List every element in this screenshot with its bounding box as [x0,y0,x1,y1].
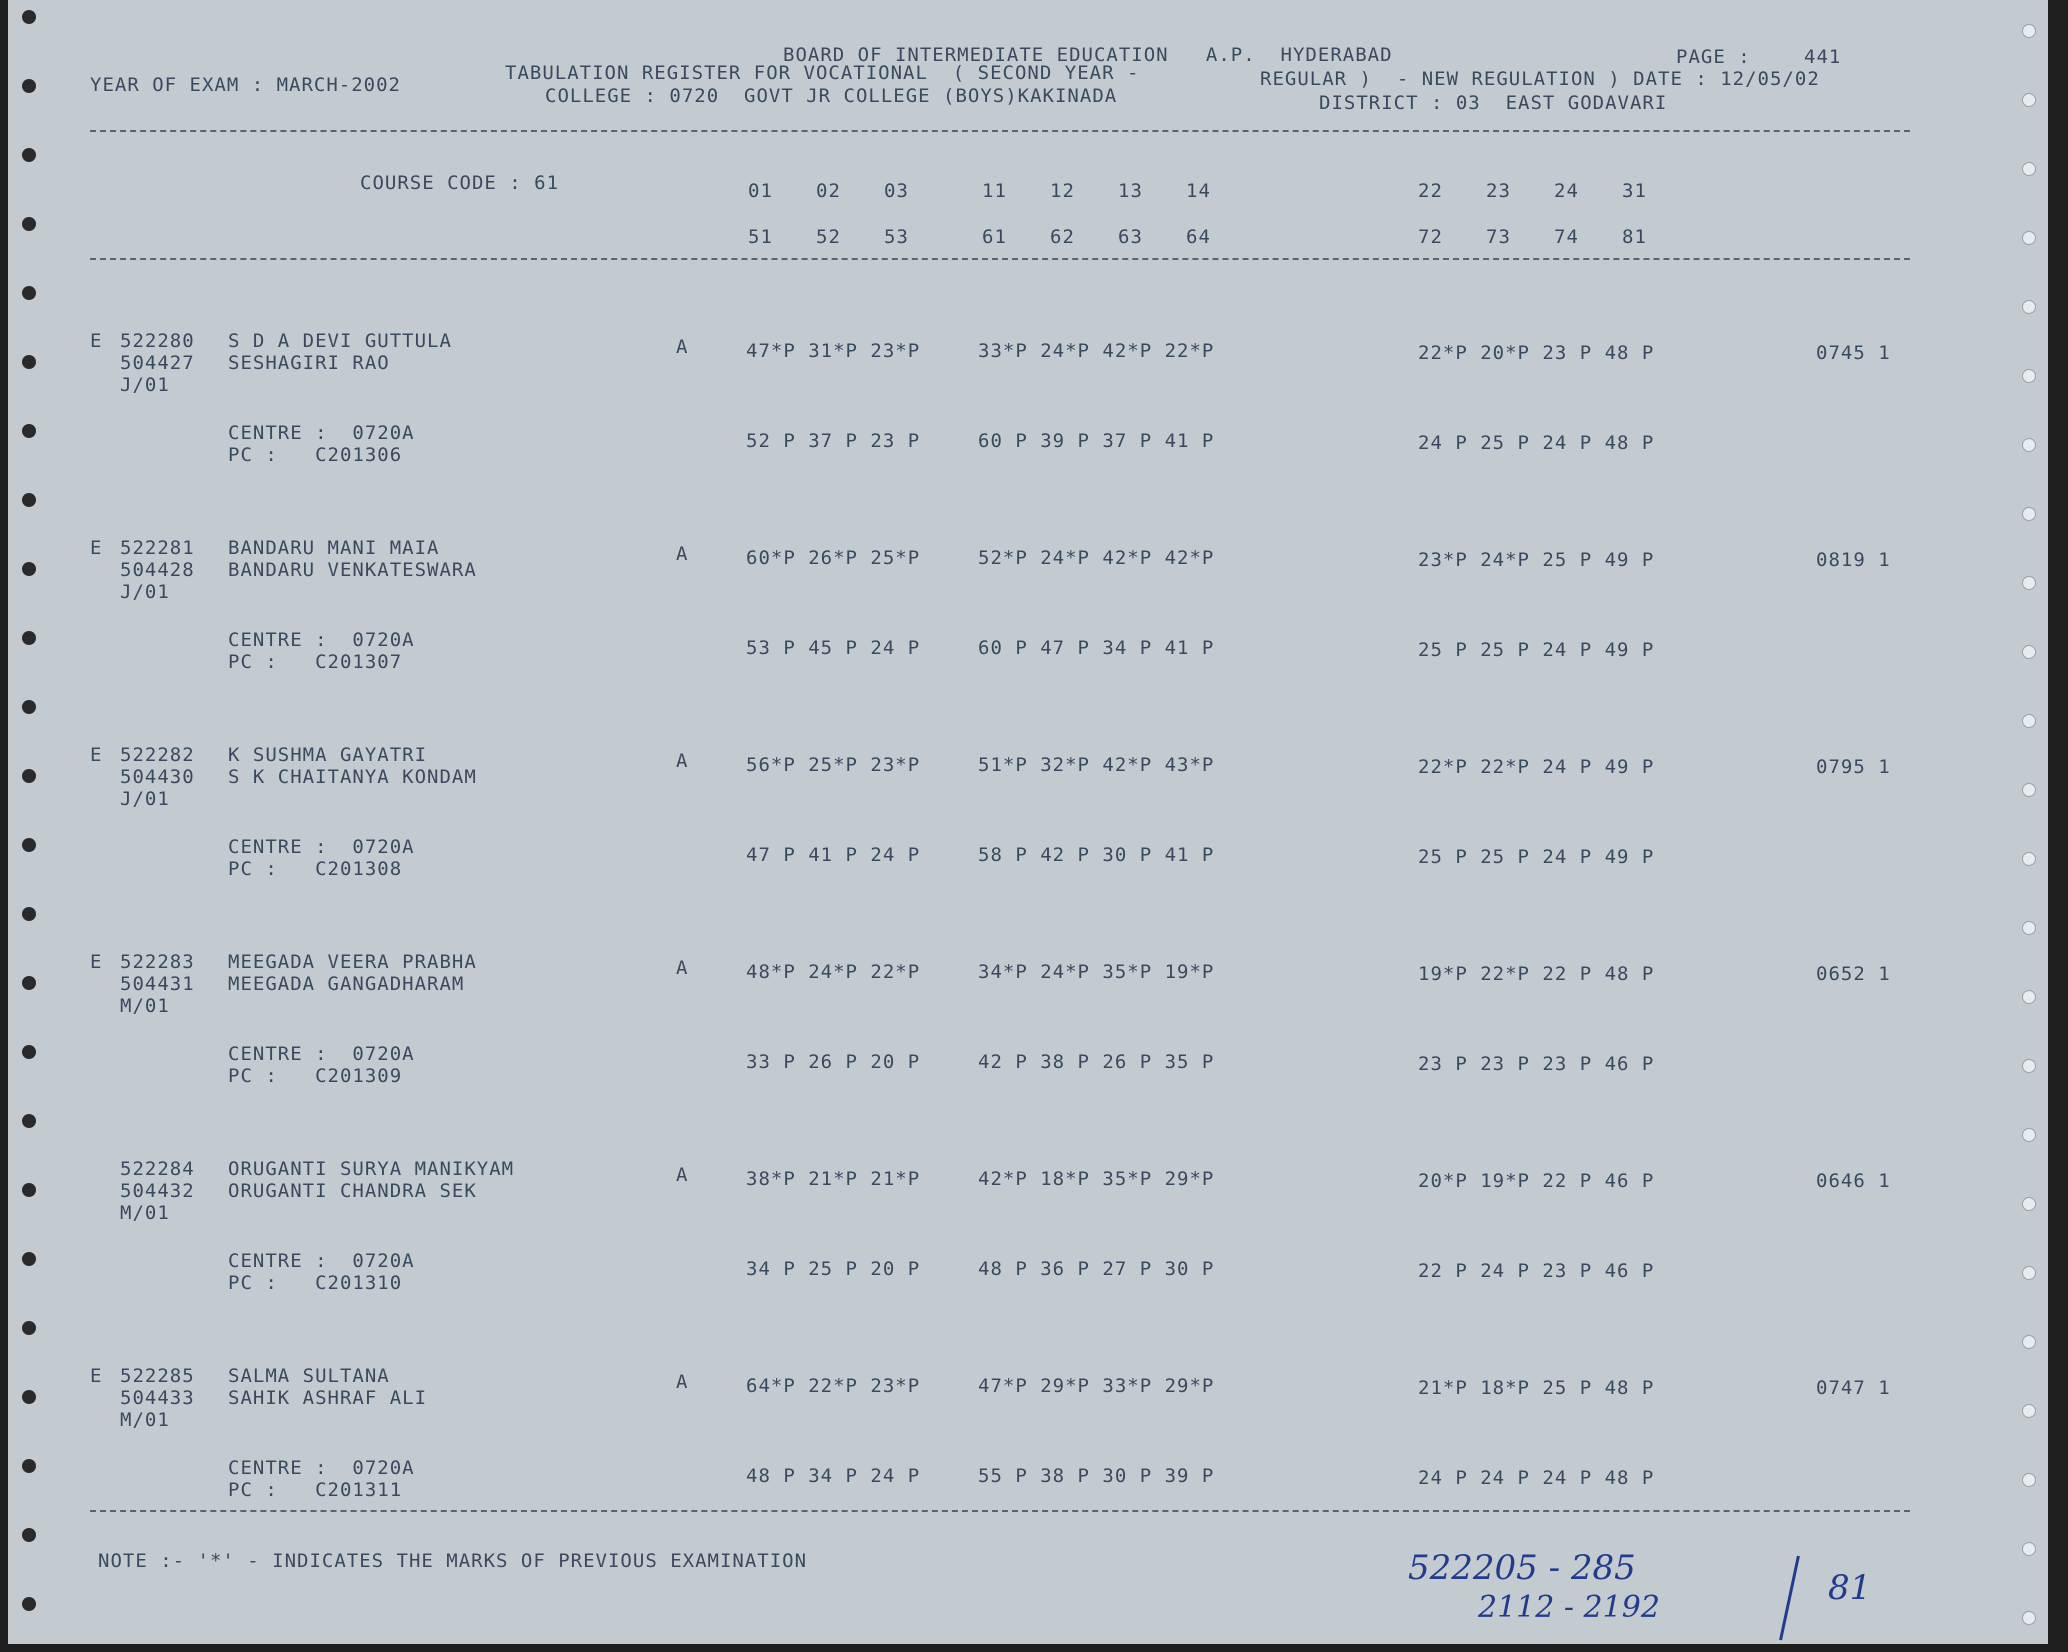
course-divider [90,258,1910,260]
feed-hole [22,79,36,93]
handwritten-slash [1779,1556,1800,1641]
marks-current-part1: 47*P 31*P 23*P [746,340,921,362]
marks-final-part3: 24 P 25 P 24 P 48 P [1418,432,1655,454]
feed-hole [22,1459,36,1473]
feed-hole [2022,93,2036,107]
course-code: 14 [1186,180,1211,202]
marks-current-part3: 22*P 22*P 24 P 49 P [1418,756,1655,778]
parent-name: MEEGADA GANGADHARAM [228,973,465,995]
pc-code: PC : C201306 [228,444,403,466]
marks-final-part3: 24 P 24 P 24 P 48 P [1418,1467,1655,1489]
group-code: J/01 [120,581,170,603]
parent-name: ORUGANTI CHANDRA SEK [228,1180,477,1202]
feed-hole [2022,369,2036,383]
registration-number: 504428 [120,559,195,581]
course-code: 63 [1118,226,1143,248]
marks-final-part2: 55 P 38 P 30 P 39 P [978,1465,1215,1487]
group-code: M/01 [120,995,170,1017]
marks-current-part3: 20*P 19*P 22 P 46 P [1418,1170,1655,1192]
feed-hole [22,217,36,231]
feed-hole [22,1528,36,1542]
feed-hole [22,1321,36,1335]
total-marks: 0747 1 [1816,1377,1891,1399]
centre-code: CENTRE : 0720A [228,629,415,651]
course-code: 31 [1622,180,1647,202]
course-code: 51 [748,226,773,248]
record-prefix: E [90,330,103,352]
feed-hole [22,631,36,645]
feed-hole [22,1114,36,1128]
marks-final-part2: 60 P 47 P 34 P 41 P [978,637,1215,659]
feed-hole [2022,1197,2036,1211]
feed-hole [2022,783,2036,797]
marks-final-part1: 33 P 26 P 20 P [746,1051,921,1073]
record-prefix: E [90,1365,103,1387]
marks-current-part2: 33*P 24*P 42*P 22*P [978,340,1215,362]
marks-current-part3: 19*P 22*P 22 P 48 P [1418,963,1655,985]
footer-note: NOTE :- '*' - INDICATES THE MARKS OF PREVIOUS EXAMINATION [98,1550,808,1572]
tabulation-sheet [8,0,2048,1644]
group-code: J/01 [120,788,170,810]
marks-final-part3: 25 P 25 P 24 P 49 P [1418,846,1655,868]
course-code: 73 [1486,226,1511,248]
course-code: 12 [1050,180,1075,202]
marks-current-part1: 48*P 24*P 22*P [746,961,921,983]
registration-number: 504433 [120,1387,195,1409]
feed-hole [2022,1404,2036,1418]
group-code: M/01 [120,1409,170,1431]
record-prefix: E [90,951,103,973]
feed-hole [22,562,36,576]
marks-final-part2: 60 P 39 P 37 P 41 P [978,430,1215,452]
feed-hole [22,493,36,507]
marks-final-part1: 48 P 34 P 24 P [746,1465,921,1487]
marks-final-part1: 52 P 37 P 23 P [746,430,921,452]
feed-hole [22,424,36,438]
feed-hole [22,1390,36,1404]
marks-current-part2: 51*P 32*P 42*P 43*P [978,754,1215,776]
feed-hole [22,1597,36,1611]
student-name: K SUSHMA GAYATRI [228,744,428,766]
right-feed-holes [2008,0,2048,1644]
feed-hole [2022,1128,2036,1142]
course-code: 23 [1486,180,1511,202]
footer-divider [90,1510,1910,1512]
course-code: 52 [816,226,841,248]
header-divider [90,130,1910,132]
marks-current-part2: 52*P 24*P 42*P 42*P [978,547,1215,569]
student-name: ORUGANTI SURYA MANIKYAM [228,1158,515,1180]
course-code: 62 [1050,226,1075,248]
feed-hole [22,976,36,990]
marks-final-part1: 53 P 45 P 24 P [746,637,921,659]
parent-name: BANDARU VENKATESWARA [228,559,477,581]
course-code: 24 [1554,180,1579,202]
grade: A [676,543,689,565]
feed-hole [22,286,36,300]
parent-name: SESHAGIRI RAO [228,352,390,374]
grade: A [676,1371,689,1393]
page-number: 441 [1804,46,1842,68]
handwritten-range-2: 2112 - 2192 [1478,1590,1660,1625]
pc-code: PC : C201310 [228,1272,403,1294]
page-label: PAGE : [1676,46,1751,68]
course-code: 53 [884,226,909,248]
centre-code: CENTRE : 0720A [228,836,415,858]
total-marks: 0652 1 [1816,963,1891,985]
feed-hole [22,148,36,162]
course-code: 81 [1622,226,1647,248]
pc-code: PC : C201311 [228,1479,403,1501]
marks-final-part2: 48 P 36 P 27 P 30 P [978,1258,1215,1280]
feed-hole [2022,645,2036,659]
register-title: TABULATION REGISTER FOR VOCATIONAL ( SECOND YEAR - [505,62,1140,84]
feed-hole [2022,24,2036,38]
course-code: 74 [1554,226,1579,248]
registration-number: 504430 [120,766,195,788]
grade: A [676,750,689,772]
feed-hole [22,355,36,369]
marks-current-part1: 56*P 25*P 23*P [746,754,921,776]
handwritten-count: 81 [1828,1568,1872,1608]
record-prefix: E [90,537,103,559]
marks-final-part3: 25 P 25 P 24 P 49 P [1418,639,1655,661]
marks-current-part1: 60*P 26*P 25*P [746,547,921,569]
hall-ticket-number: 522281 [120,537,195,559]
marks-current-part3: 23*P 24*P 25 P 49 P [1418,549,1655,571]
marks-final-part2: 42 P 38 P 26 P 35 P [978,1051,1215,1073]
grade: A [676,336,689,358]
feed-hole [2022,438,2036,452]
hall-ticket-number: 522282 [120,744,195,766]
registration-number: 504427 [120,352,195,374]
total-marks: 0745 1 [1816,342,1891,364]
course-code: 61 [982,226,1007,248]
marks-final-part1: 47 P 41 P 24 P [746,844,921,866]
district-name: DISTRICT : 03 EAST GODAVARI [1319,92,1668,114]
marks-current-part1: 64*P 22*P 23*P [746,1375,921,1397]
hall-ticket-number: 522285 [120,1365,195,1387]
marks-current-part2: 42*P 18*P 35*P 29*P [978,1168,1215,1190]
feed-hole [2022,1059,2036,1073]
feed-hole [2022,852,2036,866]
student-name: MEEGADA VEERA PRABHA [228,951,477,973]
pc-code: PC : C201309 [228,1065,403,1087]
course-code: 22 [1418,180,1443,202]
course-code-label: COURSE CODE : 61 [360,172,560,194]
group-code: M/01 [120,1202,170,1224]
hall-ticket-number: 522280 [120,330,195,352]
feed-hole [2022,990,2036,1004]
student-name: BANDARU MANI MAIA [228,537,440,559]
course-code: 72 [1418,226,1443,248]
feed-hole [22,1045,36,1059]
board-title: BOARD OF INTERMEDIATE EDUCATION A.P. HYDERABAD [783,44,1393,66]
feed-hole [2022,1335,2036,1349]
feed-hole [22,907,36,921]
centre-code: CENTRE : 0720A [228,1250,415,1272]
parent-name: SAHIK ASHRAF ALI [228,1387,428,1409]
course-code: 03 [884,180,909,202]
feed-hole [22,10,36,24]
centre-code: CENTRE : 0720A [228,1457,415,1479]
feed-hole [2022,162,2036,176]
feed-hole [2022,921,2036,935]
course-code: 64 [1186,226,1211,248]
marks-final-part2: 58 P 42 P 30 P 41 P [978,844,1215,866]
left-feed-holes [8,0,48,1644]
pc-code: PC : C201307 [228,651,403,673]
record-prefix: E [90,744,103,766]
feed-hole [2022,714,2036,728]
centre-code: CENTRE : 0720A [228,1043,415,1065]
grade: A [676,1164,689,1186]
registration-number: 504431 [120,973,195,995]
course-code: 01 [748,180,773,202]
group-code: J/01 [120,374,170,396]
total-marks: 0819 1 [1816,549,1891,571]
parent-name: S K CHAITANYA KONDAM [228,766,477,788]
feed-hole [2022,300,2036,314]
course-code: 11 [982,180,1007,202]
student-name: S D A DEVI GUTTULA [228,330,452,352]
marks-current-part1: 38*P 21*P 21*P [746,1168,921,1190]
marks-current-part3: 22*P 20*P 23 P 48 P [1418,342,1655,364]
marks-final-part3: 23 P 23 P 23 P 46 P [1418,1053,1655,1075]
feed-hole [2022,1473,2036,1487]
feed-hole [22,838,36,852]
course-code: 13 [1118,180,1143,202]
feed-hole [2022,231,2036,245]
centre-code: CENTRE : 0720A [228,422,415,444]
marks-current-part2: 34*P 24*P 35*P 19*P [978,961,1215,983]
feed-hole [2022,507,2036,521]
handwritten-range-1: 522205 - 285 [1408,1548,1636,1588]
total-marks: 0795 1 [1816,756,1891,778]
total-marks: 0646 1 [1816,1170,1891,1192]
student-name: SALMA SULTANA [228,1365,390,1387]
feed-hole [22,1252,36,1266]
registration-number: 504432 [120,1180,195,1202]
feed-hole [2022,576,2036,590]
marks-final-part1: 34 P 25 P 20 P [746,1258,921,1280]
feed-hole [22,1183,36,1197]
marks-current-part2: 47*P 29*P 33*P 29*P [978,1375,1215,1397]
course-code: 02 [816,180,841,202]
marks-final-part3: 22 P 24 P 23 P 46 P [1418,1260,1655,1282]
feed-hole [2022,1611,2036,1625]
college-name: COLLEGE : 0720 GOVT JR COLLEGE (BOYS)KAKINADA [545,85,1118,107]
year-of-exam: YEAR OF EXAM : MARCH-2002 [90,74,401,96]
hall-ticket-number: 522283 [120,951,195,973]
pc-code: PC : C201308 [228,858,403,880]
grade: A [676,957,689,979]
feed-hole [22,700,36,714]
hall-ticket-number: 522284 [120,1158,195,1180]
feed-hole [22,769,36,783]
regulation-date: REGULAR ) - NEW REGULATION ) DATE : 12/05/02 [1260,68,1820,90]
feed-hole [2022,1542,2036,1556]
marks-current-part3: 21*P 18*P 25 P 48 P [1418,1377,1655,1399]
feed-hole [2022,1266,2036,1280]
